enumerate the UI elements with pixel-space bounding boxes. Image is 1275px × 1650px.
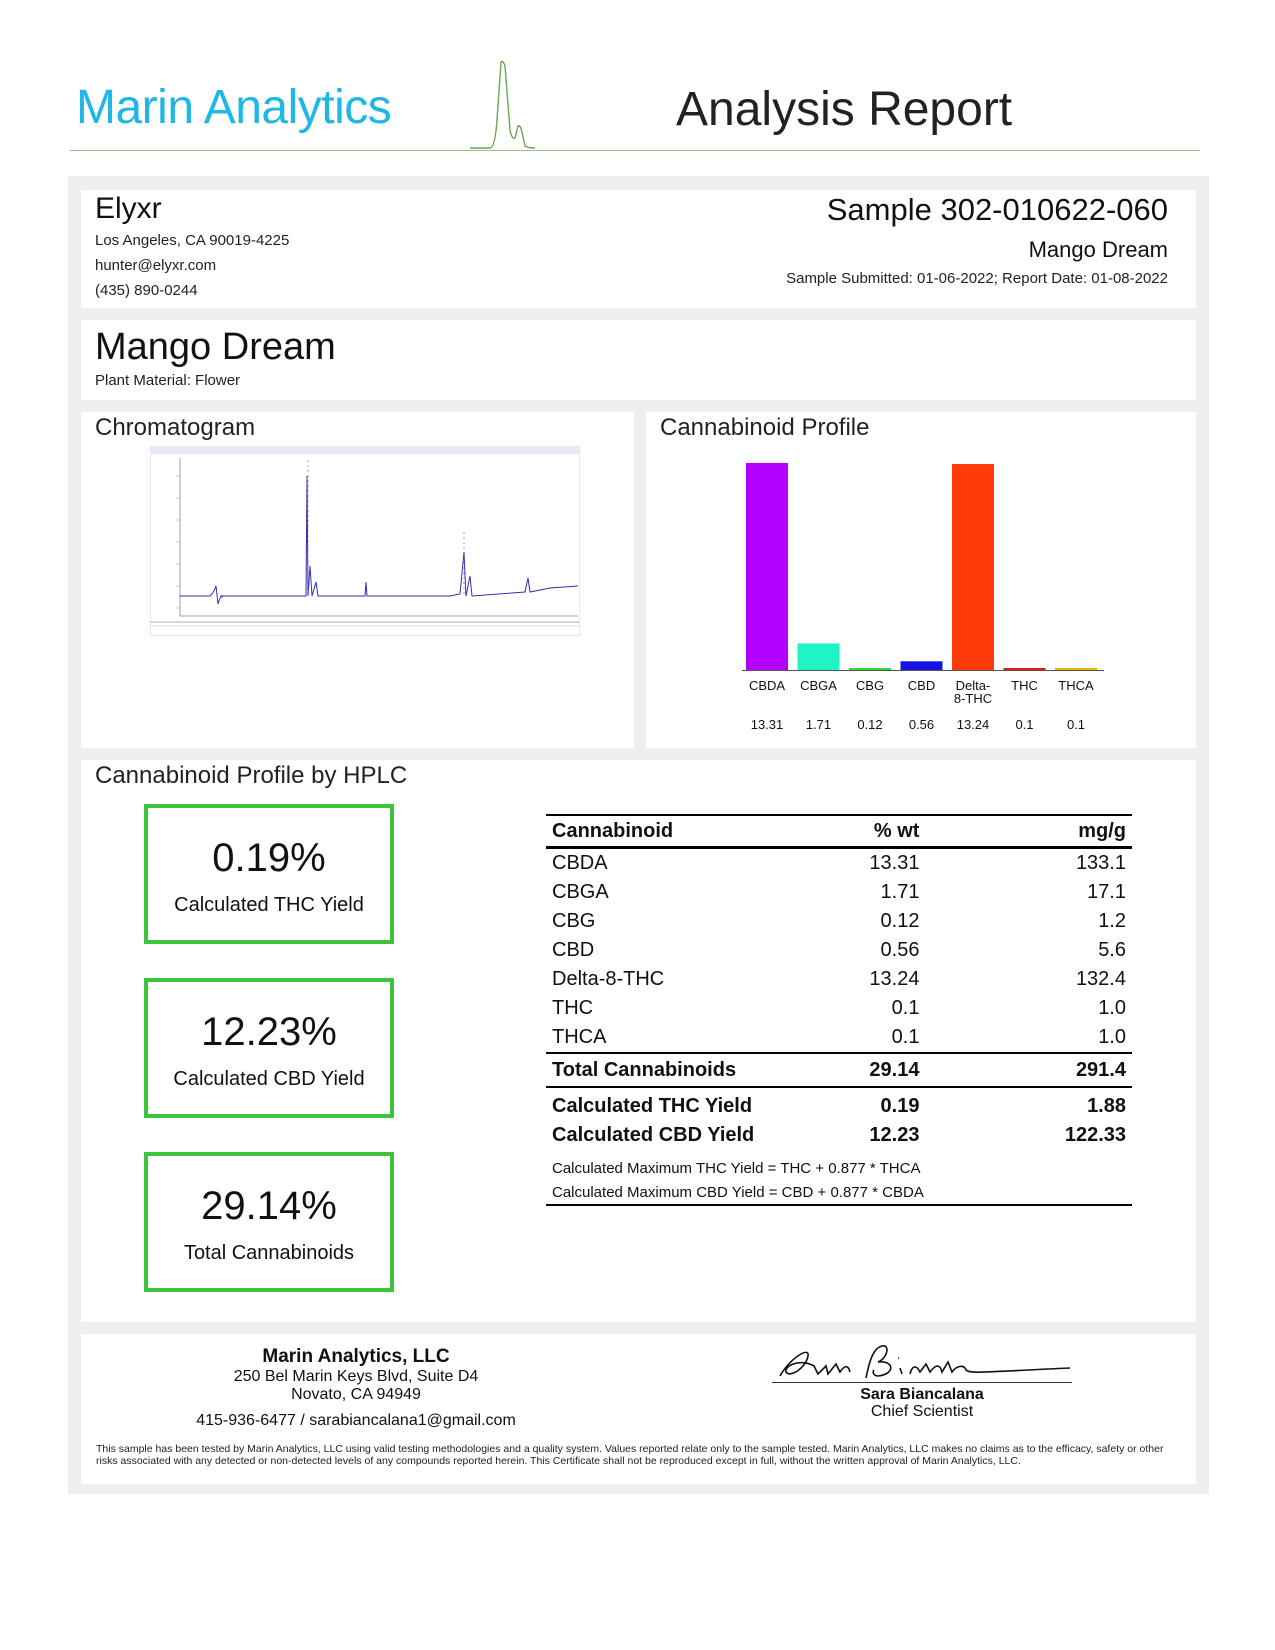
chart-bar-cbd bbox=[901, 661, 943, 670]
signature-line bbox=[772, 1382, 1072, 1383]
cbd-yield-value: 12.23% bbox=[201, 1010, 337, 1054]
sample-id: Sample 302-010622-060 bbox=[826, 192, 1168, 227]
sample-title: Mango Dream bbox=[95, 326, 336, 368]
cannabinoid-name: CBDA bbox=[552, 852, 608, 874]
chromatogram-title: Chromatogram bbox=[95, 414, 256, 441]
chart-category-label: THCA bbox=[1058, 678, 1094, 693]
disclaimer-text: This sample has been tested by Marin Analytics, LLC using valid testing methodologies and a quality system. Values reported relate only to the sample tested. Marin Analytics, LLC makes no claims as to the efficacy, safety or other risks associated with any detected or non-detected levels of any compounds reported herein. This Certificate shall not be reproduced except in full, without the written approval of Marin Analytics, LLC. bbox=[96, 1443, 1164, 1467]
total-row bbox=[546, 1053, 1132, 1087]
client-address: Los Angeles, CA 90019-4225 bbox=[95, 232, 290, 249]
chart-value-label: 0.56 bbox=[908, 717, 935, 730]
total-cannabinoids-value: 29.14% bbox=[201, 1184, 337, 1228]
header-cannabinoid: Cannabinoid bbox=[546, 815, 817, 848]
chart-value-label: 1.71 bbox=[805, 717, 832, 730]
report-title: Analysis Report bbox=[676, 83, 1013, 136]
mg-per-g: 132.4 bbox=[1075, 968, 1126, 990]
header-divider bbox=[70, 150, 1200, 151]
percent-wt: 0.1 bbox=[891, 1026, 920, 1048]
cannabinoid-name: Delta-8-THC bbox=[552, 968, 665, 990]
mg-per-g: 5.6 bbox=[1098, 939, 1126, 961]
mg-per-g: 1.0 bbox=[1098, 997, 1126, 1019]
cbd-yield-percent: 12.23 bbox=[869, 1124, 920, 1146]
cannabinoid-name: THC bbox=[552, 997, 594, 1019]
thc-yield-label: Calculated THC Yield bbox=[174, 894, 364, 916]
formula-row bbox=[546, 1150, 1132, 1180]
table-header-row bbox=[546, 815, 1132, 848]
total-label: Total Cannabinoids bbox=[546, 1053, 817, 1087]
table-row bbox=[546, 848, 1132, 879]
hplc-results-table bbox=[546, 814, 1132, 1206]
chromatogram-image bbox=[150, 446, 580, 636]
cbd-yield-mg: 122.33 bbox=[1064, 1124, 1126, 1146]
chart-value-label: 0.1 bbox=[1015, 717, 1034, 730]
table-row bbox=[546, 907, 1132, 936]
chart-value-label: 0.1 bbox=[1066, 717, 1086, 730]
total-mg-per-g: 291.4 bbox=[1039, 1053, 1132, 1087]
chart-category-label: CBG bbox=[855, 678, 885, 693]
chart-category-label: Delta- bbox=[955, 678, 991, 693]
thc-yield-row-label: Calculated THC Yield bbox=[546, 1087, 817, 1121]
brand-logo-text: Marin Analytics bbox=[76, 81, 392, 134]
profile-title: Cannabinoid Profile bbox=[660, 414, 870, 441]
chart-bar-cbga bbox=[798, 643, 840, 670]
chart-category-label: 8-THC bbox=[953, 691, 993, 706]
cannabinoid-bar-chart bbox=[740, 440, 1110, 730]
thc-yield-value: 0.19% bbox=[212, 836, 326, 880]
chart-bar-cbda bbox=[746, 463, 788, 670]
header-mg-per-g: mg/g bbox=[1039, 815, 1132, 848]
chart-value-label: 13.24 bbox=[956, 717, 990, 730]
percent-wt: 13.31 bbox=[869, 852, 920, 874]
chart-value-label: 13.31 bbox=[750, 717, 784, 730]
cannabinoid-name: CBGA bbox=[552, 881, 609, 903]
sample-title-panel bbox=[81, 320, 1196, 400]
table-row bbox=[546, 1023, 1132, 1053]
chart-bar-cbg bbox=[849, 668, 891, 670]
cbd-yield-box bbox=[144, 978, 394, 1118]
cbd-yield-row bbox=[546, 1121, 1132, 1150]
footer-street: 250 Bel Marin Keys Blvd, Suite D4 bbox=[233, 1368, 479, 1385]
hplc-title: Cannabinoid Profile by HPLC bbox=[95, 762, 408, 789]
chart-bar-delta-8-thc bbox=[952, 464, 994, 670]
client-name: Elyxr bbox=[95, 192, 162, 225]
client-phone: (435) 890-0244 bbox=[95, 282, 198, 299]
footer-city: Novato, CA 94949 bbox=[291, 1386, 421, 1403]
client-email: hunter@elyxr.com bbox=[95, 257, 217, 274]
percent-wt: 1.71 bbox=[880, 881, 920, 903]
chart-category-label: CBD bbox=[907, 678, 936, 693]
signer-title: Chief Scientist bbox=[870, 1403, 974, 1420]
percent-wt: 0.56 bbox=[880, 939, 920, 961]
signer-name: Sara Biancalana bbox=[860, 1386, 984, 1403]
mg-per-g: 17.1 bbox=[1087, 881, 1126, 903]
chart-category-label: CBGA bbox=[800, 678, 837, 693]
footer-company: Marin Analytics, LLC bbox=[262, 1346, 450, 1367]
sample-name: Mango Dream bbox=[1028, 237, 1168, 262]
client-panel bbox=[81, 190, 1196, 308]
chromatogram-peak-logo bbox=[470, 60, 540, 152]
thc-yield-mg: 1.88 bbox=[1039, 1087, 1132, 1121]
sample-dates: Sample Submitted: 01-06-2022; Report Date: 01-08-2022 bbox=[786, 270, 1168, 287]
thc-yield-percent: 0.19 bbox=[817, 1087, 1040, 1121]
mg-per-g: 1.0 bbox=[1098, 1026, 1126, 1048]
total-cannabinoids-box bbox=[144, 1152, 394, 1292]
thc-yield-row bbox=[546, 1087, 1132, 1121]
percent-wt: 0.12 bbox=[880, 910, 920, 932]
chart-bar-thc bbox=[1004, 668, 1046, 670]
chart-bar-thca bbox=[1055, 668, 1097, 670]
thc-yield-box bbox=[144, 804, 394, 944]
cbd-formula: Calculated Maximum CBD Yield = CBD + 0.877 * CBDA bbox=[546, 1180, 1132, 1205]
cannabinoid-name: CBD bbox=[552, 939, 595, 961]
cannabinoid-name: THCA bbox=[552, 1026, 607, 1048]
thc-formula: Calculated Maximum THC Yield = THC + 0.877 * THCA bbox=[552, 1159, 921, 1177]
plant-material: Plant Material: Flower bbox=[95, 372, 241, 389]
table-row bbox=[546, 965, 1132, 994]
table-row bbox=[546, 878, 1132, 907]
header-percent-wt: % wt bbox=[817, 815, 1040, 848]
mg-per-g: 1.2 bbox=[1098, 910, 1126, 932]
cbd-yield-row-label: Calculated CBD Yield bbox=[552, 1124, 755, 1146]
percent-wt: 0.1 bbox=[891, 997, 920, 1019]
table-row bbox=[546, 994, 1132, 1023]
chart-value-label: 0.12 bbox=[857, 717, 883, 730]
total-percent-wt: 29.14 bbox=[817, 1053, 1040, 1087]
table-row bbox=[546, 936, 1132, 965]
cbd-yield-label: Calculated CBD Yield bbox=[173, 1068, 365, 1090]
footer-contact: 415-936-6477 / sarabiancalana1@gmail.com bbox=[196, 1412, 516, 1429]
chart-category-label: THC bbox=[1011, 678, 1038, 693]
mg-per-g: 133.1 bbox=[1075, 852, 1126, 874]
signature-image bbox=[770, 1338, 1080, 1388]
total-cannabinoids-label: Total Cannabinoids bbox=[183, 1242, 355, 1264]
chart-category-label: CBDA bbox=[748, 678, 786, 693]
cannabinoid-name: CBG bbox=[552, 910, 596, 932]
formula-row bbox=[546, 1180, 1132, 1205]
percent-wt: 13.24 bbox=[869, 968, 920, 990]
